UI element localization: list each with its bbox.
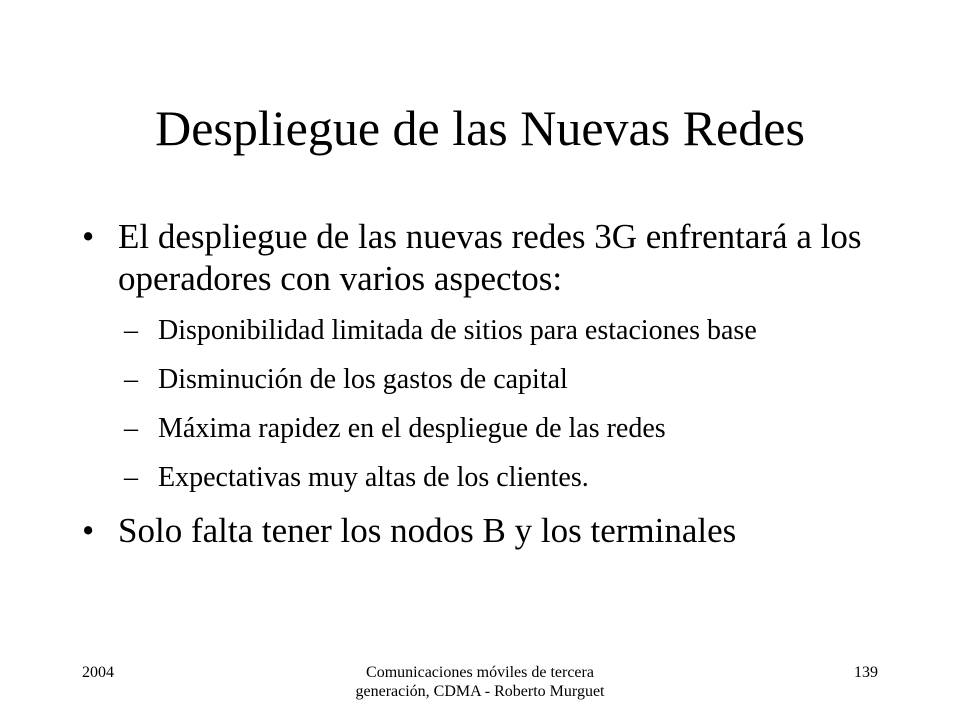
sub-bullet-text: Disminución de los gastos de capital [158,364,568,395]
sub-bullet-text: Expectativas muy altas de los clientes. [158,462,589,493]
dash-icon: – [124,413,138,444]
bullet-item [82,510,882,552]
sub-bullet-text: Máxima rapidez en el despliegue de las redes [158,413,666,444]
page-number: 139 [854,664,878,681]
footer-year: 2004 [82,664,114,681]
bullet-dot-icon: • [82,511,95,550]
slide-title: Despliegue de las Nuevas Redes [155,100,805,156]
sub-bullet-item [82,363,818,397]
footer-caption: Comunicaciones móviles de tercera generación, CDMA - Roberto Murguet [355,664,605,700]
sub-bullet-list [82,314,882,495]
bullet-text: El despliegue de las nuevas redes 3G enfrentará a los operadores con varios aspectos: [118,217,862,298]
dash-icon: – [124,315,138,346]
bullet-item [82,216,882,300]
dash-icon: – [124,364,138,395]
sub-bullet-text: Disponibilidad limitada de sitios para estaciones base [158,315,757,346]
sub-bullet-item [82,412,818,446]
bullet-list [82,216,882,552]
bullet-dot-icon: • [82,217,95,256]
sub-bullet-item [82,461,818,495]
sub-bullet-item [82,314,818,348]
dash-icon: – [124,462,138,493]
bullet-text: Solo falta tener los nodos B y los terminales [118,511,737,550]
